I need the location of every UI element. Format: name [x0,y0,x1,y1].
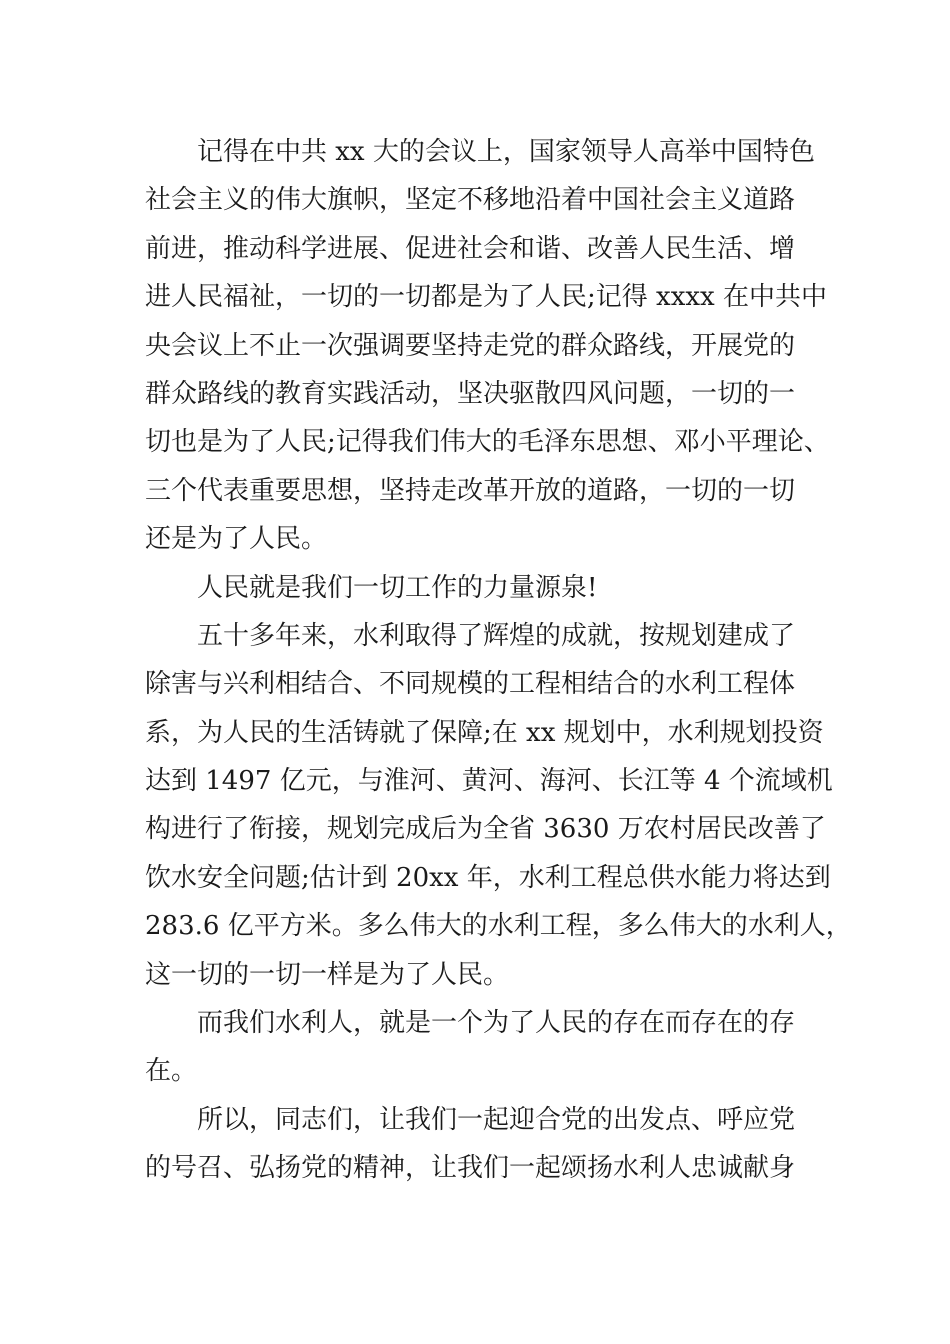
paragraph-1 [145,128,830,564]
text-line: 进人民福祉，一切的一切都是为了人民;记得 xxxx 在中共中 [145,282,827,313]
text-line: 记得在中共 xx 大的会议上，国家领导人高举中国特色 [197,137,815,167]
paragraph-2 [145,564,825,612]
paragraph-5 [145,1096,825,1193]
text-line: 央会议上不止一次强调要坚持走党的群众路线，开展党的 [145,330,796,361]
text-line: 前进，推动科学进展、促进社会和谐、改善人民生活、增 [145,233,796,264]
text-line: 三个代表重要思想，坚持走改革开放的道路，一切的一切 [145,475,796,506]
text-line: 群众路线的教育实践活动，坚决驱散四风问题，一切的一 [145,378,796,409]
text-line: 还是为了人民。 [145,524,328,555]
text-line: 社会主义的伟大旗帜，坚定不移地沿着中国社会主义道路 [145,185,796,216]
text-line: 的号召、弘扬党的精神，让我们一起颂扬水利人忠诚献身 [145,1153,796,1184]
text-line: 五十多年来，水利取得了辉煌的成就，按规划建成了 [197,620,796,651]
text-line: 除害与兴利相结合、不同规模的工程相结合的水利工程体 [145,669,796,700]
text-line: 283.6 亿平方米。多么伟大的水利工程，多么伟大的水利人， [145,911,852,942]
paragraph-3 [145,612,852,999]
text-line: 构进行了衔接，规划完成后为全省 3630 万农村居民改善了 [145,814,826,845]
paragraph-4 [145,999,825,1096]
text-line: 而我们水利人，就是一个为了人民的存在而存在的存 [197,1008,796,1039]
text-line: 所以，同志们，让我们一起迎合党的出发点、呼应党 [197,1104,796,1135]
text-line: 达到 1497 亿元，与淮河、黄河、海河、长江等 4 个流域机 [145,766,833,797]
text-line: 在。 [145,1056,198,1087]
text-line: 系，为人民的生活铸就了保障;在 xx 规划中，水利规划投资 [145,717,824,748]
text-line: 切也是为了人民;记得我们伟大的毛泽东思想、邓小平理论、 [145,427,830,458]
text-line: 饮水安全问题;估计到 20xx 年，水利工程总供水能力将达到 [145,862,831,893]
document-body [145,128,852,1193]
text-line: 这一切的一切一样是为了人民。 [145,959,510,990]
text-line: 人民就是我们一切工作的力量源泉! [197,572,598,603]
